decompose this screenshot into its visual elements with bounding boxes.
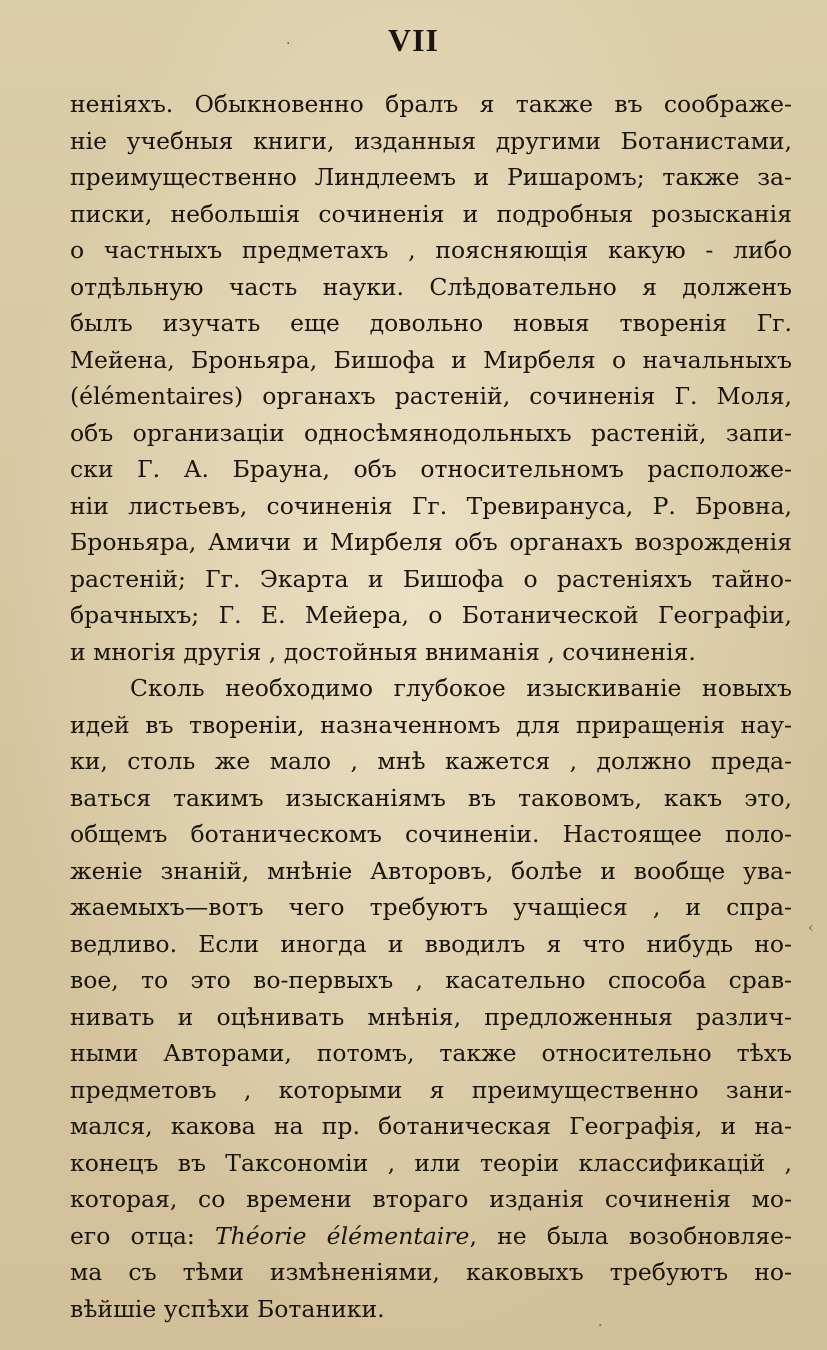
text-line: вѣйшiе успѣхи Ботаники. bbox=[70, 1294, 385, 1323]
paragraph-2 bbox=[70, 670, 792, 1327]
ink-speck: · bbox=[286, 36, 291, 52]
ink-speck: · bbox=[598, 1318, 603, 1334]
text-line: женiе знанiй, мнѣнiе Авторовъ, болѣе и вообще ува- bbox=[70, 856, 792, 885]
text-line: Сколь необходимо глубокое изыскиванiе новыхъ bbox=[130, 674, 792, 702]
text-line: писки, небольшiя сочиненiя и подробныя розысканiя bbox=[70, 199, 792, 228]
text-line: ведливо. Если иногда и вводилъ я что нибудь но- bbox=[70, 929, 792, 958]
text-line: отдѣльную часть науки. Слѣдовательно я долженъ bbox=[70, 272, 792, 301]
text-line: нiи листьевъ, сочиненiя Гг. Тревирануса, Р. Бровна, bbox=[70, 491, 792, 520]
page-number: VII bbox=[387, 22, 439, 58]
text-line: мался, какова на пр. ботаническая Географiя, и на- bbox=[70, 1112, 792, 1140]
theorie-title: Théorie élémentaire bbox=[214, 1221, 470, 1250]
text-line: нивать и оцѣнивать мнѣнiя, предложенныя различ- bbox=[70, 1002, 792, 1031]
text-line: ными Авторами, потомъ, также относительно тѣхъ bbox=[70, 1039, 792, 1067]
text-line: растенiй; Гг. Экарта и Бишофа о растенiяхъ тайно- bbox=[70, 564, 792, 593]
text-line: ненiяхъ. Обыкновенно бралъ я также въ соображе- bbox=[70, 90, 792, 118]
text-line: объ организацiи односѣмянодольныхъ растенiй, запи- bbox=[70, 418, 792, 447]
text-line: предметовъ , которыми я преимущественно зани- bbox=[70, 1075, 792, 1104]
text-line: преимущественно Линдлеемъ и Ришаромъ; также за- bbox=[70, 163, 792, 191]
text-line: о частныхъ предметахъ , поясняющiя какую - либо bbox=[70, 236, 792, 264]
text-line: Мейена, Броньяра, Бишофа и Мирбеля о начальныхъ bbox=[70, 345, 792, 374]
theorie-suffix: , не была возобновляе- bbox=[469, 1221, 792, 1250]
text-line: былъ изучать еще довольно новыя творенiя Гг. bbox=[70, 309, 792, 337]
margin-tick: ‹ bbox=[808, 920, 814, 936]
text-line: вое, то это во-первыхъ , касательно способа срав- bbox=[70, 966, 792, 994]
text-line: брачныхъ; Г. Е. Мейера, о Ботанической Географiи, bbox=[70, 601, 792, 629]
text-line: (élémentaires) органахъ растенiй, сочиненiя Г. Моля, bbox=[70, 382, 792, 410]
body-text bbox=[70, 86, 792, 1327]
text-line: ма съ тѣми измѣненiями, каковыхъ требуютъ но- bbox=[70, 1258, 792, 1286]
paragraph-1 bbox=[70, 86, 792, 670]
text-line: ки, столь же мало , мнѣ кажется , должно преда- bbox=[70, 747, 792, 775]
text-line: конецъ въ Таксономiи , или теорiи классификацiй , bbox=[70, 1148, 792, 1177]
text-line: идей въ творенiи, назначенномъ для приращенiя нау- bbox=[70, 710, 792, 739]
text-line: которая, со времени втораго изданiя сочиненiя мо- bbox=[70, 1185, 792, 1213]
theorie-prefix: его отца: bbox=[70, 1221, 215, 1250]
text-line: и многiя другiя , достойныя вниманiя , сочиненiя. bbox=[70, 637, 696, 666]
text-line: Броньяра, Амичи и Мирбеля объ органахъ возрожденiя bbox=[70, 528, 792, 556]
text-line: ваться такимъ изысканiямъ въ таковомъ, какъ это, bbox=[70, 783, 792, 812]
text-line-theorie bbox=[70, 1218, 792, 1255]
text-line: нiе учебныя книги, изданныя другими Ботанистами, bbox=[70, 126, 792, 155]
text-line: общемъ ботаническомъ сочиненiи. Настоящее поло- bbox=[70, 820, 792, 848]
text-line: ски Г. А. Брауна, объ относительномъ расположе- bbox=[70, 455, 792, 483]
text-line: жаемыхъ—вотъ чего требуютъ учащiеся , и спра- bbox=[70, 893, 792, 921]
